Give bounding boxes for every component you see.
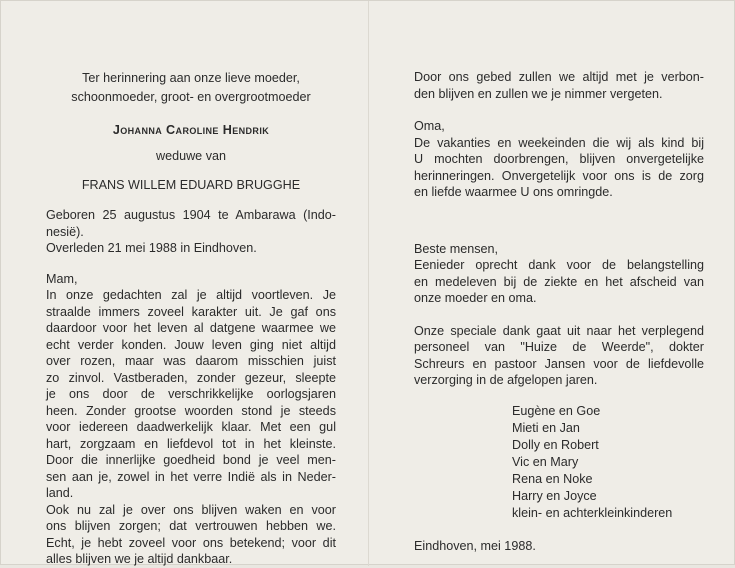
tribute-line: echt verder konden. Jouw leven ging niet altijd xyxy=(46,337,336,352)
thanks-section xyxy=(414,241,704,307)
special-thanks-line: Schreurs en pastoor Jansen voor de liefdevolle xyxy=(414,356,704,371)
tribute-line: In onze gedachten zal je altijd voortleven. Je xyxy=(46,288,336,302)
special-thanks xyxy=(414,323,704,389)
born-line: Geboren 25 augustus 1904 te Ambarawa (Indo- xyxy=(46,208,336,222)
signature-line: Vic en Mary xyxy=(512,454,579,469)
born-line: nesië). xyxy=(46,224,84,239)
left-page xyxy=(46,69,336,568)
oma-section xyxy=(414,118,704,201)
tribute-line: heen. Zonder grootse woorden stond je steeds xyxy=(46,403,336,418)
birth-death xyxy=(46,207,336,257)
thanks-line: en medeleven bij de ziekte en het afscheid van xyxy=(414,274,704,289)
husband-name: FRANS WILLEM EDUARD BRUGGHE xyxy=(81,178,301,192)
prayer-line: Door ons gebed zullen we altijd met je verbon- xyxy=(414,70,704,84)
prayer xyxy=(414,69,704,102)
signatures xyxy=(414,403,704,522)
signature-line: Dolly en Robert xyxy=(512,437,599,452)
tribute-line: Ook nu zal je over ons blijven waken en voor xyxy=(46,502,336,517)
intro xyxy=(46,69,336,107)
special-thanks-line: verzorging in de afgelopen jaren. xyxy=(414,373,598,387)
oma-line: De vakanties en weekeinden die wij als kind bij xyxy=(414,135,704,150)
deceased-name: Johanna Caroline Hendrik xyxy=(112,123,270,137)
intro-line: schoonmoeder, groot- en overgrootmoeder xyxy=(71,90,311,104)
tribute xyxy=(46,271,336,568)
salutation-oma: Oma, xyxy=(414,119,445,133)
tribute-line: alles blijven we je altijd dankbaar. xyxy=(46,552,233,566)
signature-line: Rena en Noke xyxy=(512,471,593,486)
intro-line: Ter herinnering aan onze lieve moeder, xyxy=(82,71,300,85)
thanks-line: onze moeder en oma. xyxy=(414,291,537,305)
place-date: Eindhoven, mei 1988. xyxy=(414,538,536,553)
prayer-line: den blijven en zullen we je nimmer vergeten. xyxy=(414,86,663,101)
oma-line: en liefde waarmee U ons omringde. xyxy=(414,185,613,199)
tribute-line: straalde immers zoveel karakter uit. Je gaf ons xyxy=(46,304,336,319)
fold-line xyxy=(368,1,369,566)
tribute-line: Echt, je hebt zoveel voor ons betekend; voor dit xyxy=(46,535,336,550)
died-line: Overleden 21 mei 1988 in Eindhoven. xyxy=(46,241,257,255)
signature-line: klein- en achterkleinkinderen xyxy=(512,505,673,520)
right-page xyxy=(414,69,704,554)
tribute-line: ons blijven zorgen; dat vertrouwen hebben we. xyxy=(46,519,336,533)
signature-line: Mieti en Jan xyxy=(512,420,580,435)
tribute-line: je ons door de verschrikkelijke oorlogsjaren xyxy=(46,387,336,401)
widow-of: weduwe van xyxy=(155,149,226,163)
signature-line: Harry en Joyce xyxy=(512,488,597,503)
tribute-line: hart, zorgzaam en liefdevol tot in het kleinste. xyxy=(46,436,336,451)
tribute-line: over rozen, maar was daarom misschien juist xyxy=(46,354,336,368)
tribute-line: daardoor voor het leven al datgene waarmee we xyxy=(46,321,336,335)
special-thanks-line: Onze speciale dank gaat uit naar het verplegend xyxy=(414,323,704,338)
signature-line: Eugène en Goe xyxy=(512,403,601,418)
oma-line: herinneringen. Onvergetelijk voor ons is de zorg xyxy=(414,168,704,183)
thanks-line: Eenieder oprecht dank voor de belangstelling xyxy=(414,258,704,272)
tribute-line: zo zinvol. Vastberaden, zonder gezeur, sleepte xyxy=(46,370,336,385)
salutation-mam: Mam, xyxy=(46,271,78,286)
tribute-line: Door die innerlijke goedheid bond je veel men- xyxy=(46,453,336,467)
special-thanks-line: personeel van "Huize de Weerde", dokter xyxy=(414,340,704,354)
oma-line: U mochten doorbrengen, blijven onvergetelijke xyxy=(414,152,704,166)
tribute-line: voor iedereen daadwerkelijk klaar. Met een gul xyxy=(46,420,336,434)
tribute-line: sen aan je, zowel in het verre Indië als in Neder- xyxy=(46,469,336,484)
tribute-line: land. xyxy=(46,486,74,500)
salutation-people: Beste mensen, xyxy=(414,241,499,256)
